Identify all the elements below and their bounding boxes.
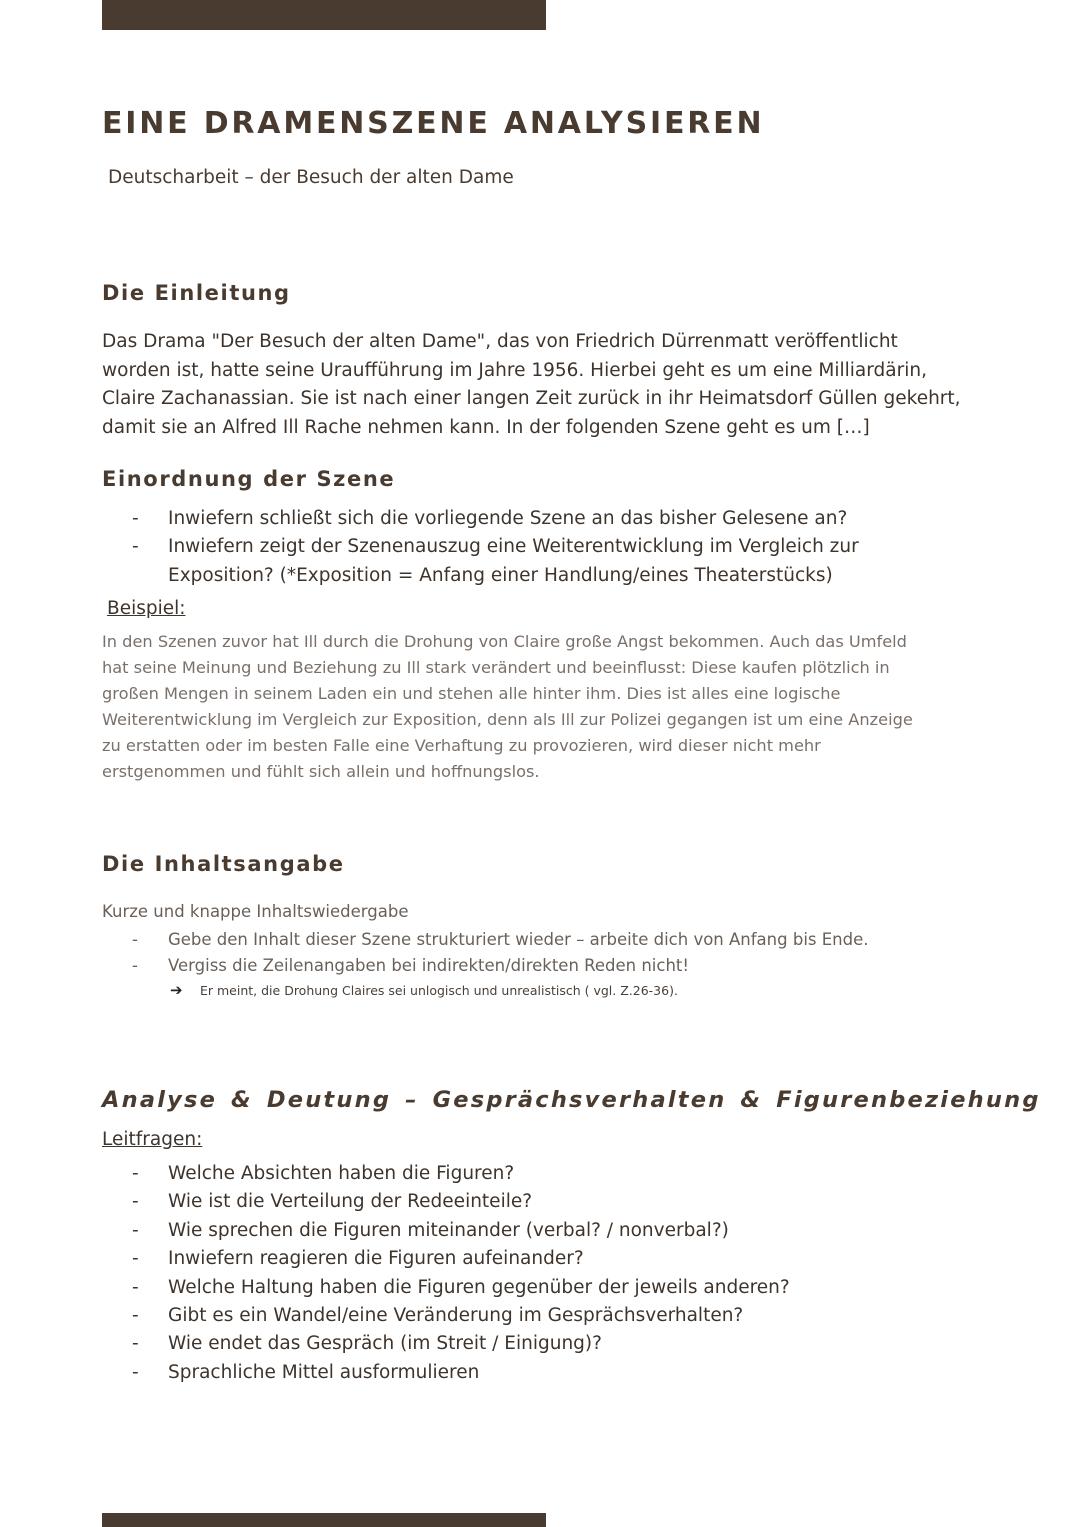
page-subtitle: Deutscharbeit – der Besuch der alten Dame (108, 167, 514, 188)
dash-bullet: - (132, 1333, 139, 1355)
dash-bullet: - (132, 1276, 139, 1298)
inhalt-note: Kurze und knappe Inhaltswiedergabe (102, 902, 409, 921)
list-item: - Wie ist die Verteilung der Redeeinteile? (102, 1188, 982, 1216)
arrow-right-icon: ➔ (170, 981, 183, 999)
dash-bullet: - (132, 955, 138, 975)
dash-bullet: - (132, 1191, 139, 1213)
einleitung-line: Das Drama "Der Besuch der alten Dame", das von Friedrich Dürrenmatt veröffentlicht (102, 331, 898, 352)
leitfragen-label: Leitfragen: (102, 1129, 203, 1150)
list-item: - Sprachliche Mittel ausformulieren (102, 1359, 982, 1387)
leitfragen-list (102, 1160, 982, 1387)
list-item: - Inwiefern zeigt der Szenenauszug eine Weiterentwicklung im Vergleich zur Exposition? (*Exposition = Anfang einer Handlung/eines Theaterstücks) (102, 533, 982, 590)
example-line: großen Mengen in seinem Laden ein und stehen alle hinter ihm. Dies ist alles eine logische (102, 684, 841, 703)
dash-bullet: - (132, 508, 139, 529)
list-item: - Wie endet das Gespräch (im Streit / Einigung)? (102, 1330, 982, 1358)
inhalt-example-line: ➔ Er meint, die Drohung Claires sei unlogisch und unrealistisch ( vgl. Z.26-36). (170, 981, 678, 999)
einleitung-line: damit sie an Alfred Ill Rache nehmen kann. In der folgenden Szene geht es um […] (102, 416, 870, 438)
einleitung-line: Claire Zachanassian. Sie ist nach einer langen Zeit zurück in ihr Heimatsdorf Güllen gekehrt, (102, 388, 961, 410)
einleitung-line: worden ist, hatte seine Uraufführung im Jahre 1956. Hierbei geht es um eine Milliardärin, (102, 359, 927, 381)
heading-analyse: Analyse & Deutung – Gesprächsverhalten & Figurenbeziehung (102, 1087, 1041, 1113)
dash-bullet: - (132, 1361, 139, 1383)
einordnung-list (102, 505, 982, 590)
bottom-decor-bar (102, 1513, 546, 1527)
heading-einordnung: Einordnung der Szene (102, 467, 396, 491)
dash-bullet: - (132, 1305, 139, 1327)
example-line: Weiterentwicklung im Vergleich zur Exposition, denn als Ill zur Polizei gegangen ist um eine Anzeige (102, 710, 913, 729)
list-item: - Inwiefern reagieren die Figuren aufeinander? (102, 1245, 982, 1273)
example-label: Beispiel: (107, 598, 186, 619)
dash-bullet: - (132, 1248, 139, 1270)
list-item: - Wie sprechen die Figuren miteinander (verbal? / nonverbal?) (102, 1217, 982, 1245)
list-item: - Welche Haltung haben die Figuren gegenüber der jeweils anderen? (102, 1274, 982, 1302)
heading-inhaltsangabe: Die Inhaltsangabe (102, 852, 345, 876)
example-line: zu erstatten oder im besten Falle eine Verhaftung zu provozieren, wird dieser nicht mehr (102, 736, 821, 755)
dash-bullet: - (132, 536, 139, 558)
top-decor-bar (102, 0, 546, 30)
example-line: erstgenommen und fühlt sich allein und hoffnungslos. (102, 762, 540, 781)
einleitung-paragraph (102, 328, 982, 442)
page-title: EINE DRAMENSZENE ANALYSIEREN (102, 106, 765, 141)
dash-bullet: - (132, 930, 138, 949)
list-item: - Inwiefern schließt sich die vorliegende Szene an das bisher Gelesene an? (102, 505, 982, 533)
example-line: In den Szenen zuvor hat Ill durch die Drohung von Claire große Angst bekommen. Auch das Umfeld (102, 632, 907, 651)
list-item: - Gebe den Inhalt dieser Szene strukturiert wieder – arbeite dich von Anfang bis Ende. (102, 927, 982, 953)
list-item: - Vergiss die Zeilenangaben bei indirekten/direkten Reden nicht! (102, 953, 982, 979)
example-paragraph (102, 629, 982, 785)
example-line: hat seine Meinung und Beziehung zu Ill stark verändert und beeinflusst: Diese kaufen plötzlich in (102, 658, 890, 677)
dash-bullet: - (132, 1163, 139, 1184)
dash-bullet: - (132, 1219, 139, 1241)
heading-einleitung: Die Einleitung (102, 281, 291, 305)
inhalt-list (102, 927, 982, 978)
list-item: - Gibt es ein Wandel/eine Veränderung im Gesprächsverhalten? (102, 1302, 982, 1330)
list-item: - Welche Absichten haben die Figuren? (102, 1160, 982, 1188)
